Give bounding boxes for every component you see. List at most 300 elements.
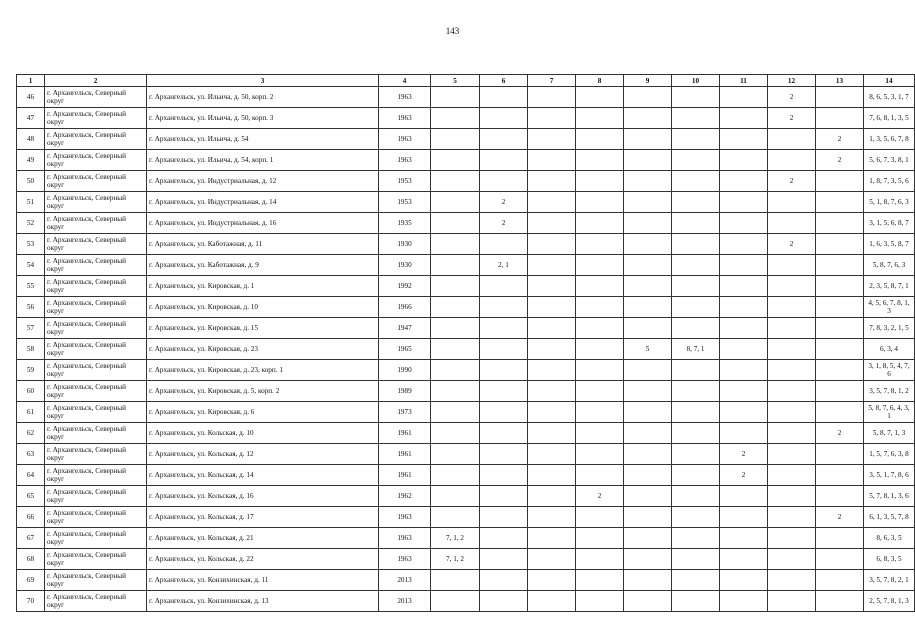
column-5-cell bbox=[431, 297, 480, 318]
address-cell: г. Архангельск, ул. Ильича, д. 50, корп. 2 bbox=[147, 87, 379, 108]
column-7-cell bbox=[528, 444, 576, 465]
year-cell: 1953 bbox=[379, 171, 431, 192]
year-cell: 1989 bbox=[379, 381, 431, 402]
column-10-cell bbox=[672, 444, 720, 465]
page-number: 143 bbox=[445, 26, 460, 36]
column-5-cell bbox=[431, 360, 480, 381]
table-row bbox=[17, 402, 915, 423]
row-number-cell: 67 bbox=[17, 528, 45, 549]
column-11-cell bbox=[720, 276, 768, 297]
year-cell: 1962 bbox=[379, 486, 431, 507]
column-11-cell bbox=[720, 507, 768, 528]
column-6-cell: 2 bbox=[480, 192, 528, 213]
column-12-cell: 2 bbox=[768, 171, 816, 192]
table-row bbox=[17, 465, 915, 486]
column-header-2: 2 bbox=[45, 75, 147, 87]
column-header-1: 1 bbox=[17, 75, 45, 87]
column-9-cell bbox=[624, 570, 672, 591]
column-12-cell: 2 bbox=[768, 234, 816, 255]
column-header-4: 4 bbox=[379, 75, 431, 87]
column-12-cell bbox=[768, 255, 816, 276]
header-row bbox=[17, 75, 915, 87]
table-row bbox=[17, 87, 915, 108]
column-14-cell: 6, 3, 4 bbox=[864, 339, 915, 360]
address-cell: г. Архангельск, ул. Кировская, д. 5, корп. 2 bbox=[147, 381, 379, 402]
column-6-cell bbox=[480, 339, 528, 360]
table-row bbox=[17, 255, 915, 276]
district-cell: г. Архангельск, Северный округ bbox=[45, 255, 147, 276]
column-7-cell bbox=[528, 318, 576, 339]
row-number-cell: 49 bbox=[17, 150, 45, 171]
column-7-cell bbox=[528, 591, 576, 612]
column-9-cell bbox=[624, 171, 672, 192]
column-5-cell bbox=[431, 465, 480, 486]
year-cell: 1963 bbox=[379, 108, 431, 129]
district-cell: г. Архангельск, Северный округ bbox=[45, 360, 147, 381]
address-cell: г. Архангельск, ул. Кольская, д. 17 bbox=[147, 507, 379, 528]
address-cell: г. Архангельск, ул. Кольская, д. 22 bbox=[147, 549, 379, 570]
district-cell: г. Архангельск, Северный округ bbox=[45, 213, 147, 234]
column-14-cell: 5, 6, 7, 3, 8, 1 bbox=[864, 150, 915, 171]
column-10-cell bbox=[672, 87, 720, 108]
column-13-cell bbox=[816, 255, 864, 276]
column-8-cell bbox=[576, 549, 624, 570]
column-13-cell bbox=[816, 591, 864, 612]
column-7-cell bbox=[528, 381, 576, 402]
column-10-cell bbox=[672, 213, 720, 234]
column-14-cell: 2, 3, 5, 8, 7, 1 bbox=[864, 276, 915, 297]
column-10-cell bbox=[672, 108, 720, 129]
column-10-cell bbox=[672, 234, 720, 255]
table-row bbox=[17, 591, 915, 612]
column-12-cell bbox=[768, 150, 816, 171]
column-7-cell bbox=[528, 171, 576, 192]
column-14-cell: 3, 5, 1, 7, 8, 6 bbox=[864, 465, 915, 486]
column-14-cell: 1, 3, 5, 6, 7, 8 bbox=[864, 129, 915, 150]
column-header-12: 12 bbox=[768, 75, 816, 87]
column-9-cell bbox=[624, 255, 672, 276]
row-number-cell: 69 bbox=[17, 570, 45, 591]
row-number-cell: 61 bbox=[17, 402, 45, 423]
column-10-cell bbox=[672, 423, 720, 444]
row-number-cell: 63 bbox=[17, 444, 45, 465]
table-row bbox=[17, 150, 915, 171]
column-5-cell bbox=[431, 255, 480, 276]
year-cell: 1965 bbox=[379, 339, 431, 360]
column-12-cell: 2 bbox=[768, 87, 816, 108]
column-6-cell: 2 bbox=[480, 213, 528, 234]
column-5-cell bbox=[431, 402, 480, 423]
column-9-cell bbox=[624, 318, 672, 339]
column-11-cell bbox=[720, 255, 768, 276]
column-6-cell bbox=[480, 528, 528, 549]
column-6-cell bbox=[480, 318, 528, 339]
column-10-cell bbox=[672, 129, 720, 150]
table-row bbox=[17, 528, 915, 549]
column-header-3: 3 bbox=[147, 75, 379, 87]
district-cell: г. Архангельск, Северный округ bbox=[45, 108, 147, 129]
district-cell: г. Архангельск, Северный округ bbox=[45, 549, 147, 570]
column-12-cell: 2 bbox=[768, 108, 816, 129]
column-10-cell bbox=[672, 192, 720, 213]
address-cell: г. Архангельск, ул. Кировская, д. 23, корп. 1 bbox=[147, 360, 379, 381]
column-11-cell bbox=[720, 171, 768, 192]
column-13-cell bbox=[816, 465, 864, 486]
year-cell: 2013 bbox=[379, 591, 431, 612]
district-cell: г. Архангельск, Северный округ bbox=[45, 507, 147, 528]
column-13-cell bbox=[816, 108, 864, 129]
column-8-cell bbox=[576, 570, 624, 591]
table-row bbox=[17, 444, 915, 465]
table-row bbox=[17, 276, 915, 297]
column-12-cell bbox=[768, 402, 816, 423]
column-7-cell bbox=[528, 234, 576, 255]
column-6-cell bbox=[480, 297, 528, 318]
district-cell: г. Архангельск, Северный округ bbox=[45, 129, 147, 150]
column-14-cell: 1, 5, 7, 6, 3, 8 bbox=[864, 444, 915, 465]
column-header-13: 13 bbox=[816, 75, 864, 87]
column-7-cell bbox=[528, 150, 576, 171]
column-5-cell bbox=[431, 570, 480, 591]
column-13-cell bbox=[816, 87, 864, 108]
column-10-cell bbox=[672, 255, 720, 276]
column-5-cell bbox=[431, 486, 480, 507]
address-cell: г. Архангельск, ул. Ильича, д. 50, корп. 3 bbox=[147, 108, 379, 129]
column-6-cell bbox=[480, 108, 528, 129]
table-row bbox=[17, 486, 915, 507]
column-14-cell: 1, 6, 3, 5, 8, 7 bbox=[864, 234, 915, 255]
district-cell: г. Архангельск, Северный округ bbox=[45, 276, 147, 297]
table-row bbox=[17, 213, 915, 234]
address-cell: г. Архангельск, ул. Кольская, д. 21 bbox=[147, 528, 379, 549]
column-7-cell bbox=[528, 570, 576, 591]
column-13-cell bbox=[816, 318, 864, 339]
row-number-cell: 68 bbox=[17, 549, 45, 570]
column-13-cell bbox=[816, 360, 864, 381]
column-12-cell bbox=[768, 381, 816, 402]
row-number-cell: 65 bbox=[17, 486, 45, 507]
column-13-cell bbox=[816, 276, 864, 297]
column-12-cell bbox=[768, 465, 816, 486]
column-6-cell bbox=[480, 234, 528, 255]
table-row bbox=[17, 171, 915, 192]
column-7-cell bbox=[528, 339, 576, 360]
column-12-cell bbox=[768, 486, 816, 507]
column-13-cell bbox=[816, 297, 864, 318]
column-10-cell bbox=[672, 486, 720, 507]
column-14-cell: 5, 8, 7, 6, 4, 3, 1 bbox=[864, 402, 915, 423]
column-5-cell bbox=[431, 444, 480, 465]
column-7-cell bbox=[528, 465, 576, 486]
column-8-cell bbox=[576, 171, 624, 192]
column-11-cell bbox=[720, 570, 768, 591]
address-cell: г. Архангельск, ул. Кировская, д. 10 bbox=[147, 297, 379, 318]
table-row bbox=[17, 507, 915, 528]
column-13-cell bbox=[816, 192, 864, 213]
column-7-cell bbox=[528, 360, 576, 381]
column-14-cell: 5, 1, 8, 7, 6, 3 bbox=[864, 192, 915, 213]
column-14-cell: 4, 5, 6, 7, 8, 1, 3 bbox=[864, 297, 915, 318]
column-5-cell bbox=[431, 591, 480, 612]
row-number-cell: 46 bbox=[17, 87, 45, 108]
column-9-cell bbox=[624, 423, 672, 444]
table-row bbox=[17, 108, 915, 129]
column-9-cell bbox=[624, 444, 672, 465]
district-cell: г. Архангельск, Северный округ bbox=[45, 528, 147, 549]
column-12-cell bbox=[768, 570, 816, 591]
column-6-cell bbox=[480, 276, 528, 297]
column-8-cell bbox=[576, 423, 624, 444]
column-7-cell bbox=[528, 297, 576, 318]
column-12-cell bbox=[768, 297, 816, 318]
column-6-cell bbox=[480, 171, 528, 192]
column-5-cell bbox=[431, 423, 480, 444]
row-number-cell: 57 bbox=[17, 318, 45, 339]
column-6-cell bbox=[480, 129, 528, 150]
column-5-cell bbox=[431, 381, 480, 402]
column-6-cell bbox=[480, 402, 528, 423]
row-number-cell: 62 bbox=[17, 423, 45, 444]
column-7-cell bbox=[528, 486, 576, 507]
column-5-cell bbox=[431, 339, 480, 360]
column-11-cell: 2 bbox=[720, 444, 768, 465]
column-5-cell bbox=[431, 87, 480, 108]
column-9-cell: 5 bbox=[624, 339, 672, 360]
column-14-cell: 1, 8, 7, 3, 5, 6 bbox=[864, 171, 915, 192]
column-6-cell bbox=[480, 465, 528, 486]
column-13-cell bbox=[816, 381, 864, 402]
table-row bbox=[17, 381, 915, 402]
column-11-cell bbox=[720, 87, 768, 108]
column-13-cell bbox=[816, 570, 864, 591]
column-9-cell bbox=[624, 402, 672, 423]
column-14-cell: 3, 1, 8, 5, 4, 7, 6 bbox=[864, 360, 915, 381]
column-12-cell bbox=[768, 444, 816, 465]
column-7-cell bbox=[528, 192, 576, 213]
district-cell: г. Архангельск, Северный округ bbox=[45, 486, 147, 507]
table-row bbox=[17, 339, 915, 360]
column-6-cell bbox=[480, 150, 528, 171]
year-cell: 1966 bbox=[379, 297, 431, 318]
column-13-cell: 2 bbox=[816, 129, 864, 150]
district-cell: г. Архангельск, Северный округ bbox=[45, 591, 147, 612]
column-12-cell bbox=[768, 360, 816, 381]
column-9-cell bbox=[624, 192, 672, 213]
column-14-cell: 5, 7, 8, 1, 3, 6 bbox=[864, 486, 915, 507]
column-header-7: 7 bbox=[528, 75, 576, 87]
column-8-cell bbox=[576, 465, 624, 486]
column-14-cell: 3, 5, 7, 8, 1, 2 bbox=[864, 381, 915, 402]
column-7-cell bbox=[528, 87, 576, 108]
row-number-cell: 50 bbox=[17, 171, 45, 192]
column-8-cell bbox=[576, 192, 624, 213]
column-6-cell bbox=[480, 507, 528, 528]
year-cell: 1930 bbox=[379, 234, 431, 255]
column-11-cell bbox=[720, 339, 768, 360]
district-cell: г. Архангельск, Северный округ bbox=[45, 423, 147, 444]
table-row bbox=[17, 192, 915, 213]
column-7-cell bbox=[528, 507, 576, 528]
column-header-6: 6 bbox=[480, 75, 528, 87]
column-13-cell bbox=[816, 234, 864, 255]
column-10-cell bbox=[672, 465, 720, 486]
column-14-cell: 6, 1, 3, 5, 7, 8 bbox=[864, 507, 915, 528]
column-8-cell bbox=[576, 591, 624, 612]
column-9-cell bbox=[624, 360, 672, 381]
column-5-cell bbox=[431, 171, 480, 192]
table-row bbox=[17, 360, 915, 381]
column-5-cell bbox=[431, 276, 480, 297]
column-8-cell bbox=[576, 108, 624, 129]
column-6-cell bbox=[480, 486, 528, 507]
column-12-cell bbox=[768, 507, 816, 528]
column-8-cell bbox=[576, 339, 624, 360]
column-13-cell bbox=[816, 528, 864, 549]
column-11-cell bbox=[720, 402, 768, 423]
address-cell: г. Архангельск, ул. Кольская, д. 10 bbox=[147, 423, 379, 444]
column-14-cell: 5, 8, 7, 1, 3 bbox=[864, 423, 915, 444]
address-cell: г. Архангельск, ул. Кировская, д. 6 bbox=[147, 402, 379, 423]
row-number-cell: 56 bbox=[17, 297, 45, 318]
column-8-cell bbox=[576, 276, 624, 297]
address-cell: г. Архангельск, ул. Каботажная, д. 9 bbox=[147, 255, 379, 276]
column-10-cell bbox=[672, 507, 720, 528]
column-9-cell bbox=[624, 129, 672, 150]
column-9-cell bbox=[624, 150, 672, 171]
column-8-cell bbox=[576, 255, 624, 276]
column-8-cell bbox=[576, 318, 624, 339]
column-7-cell bbox=[528, 255, 576, 276]
table-row bbox=[17, 297, 915, 318]
column-5-cell bbox=[431, 150, 480, 171]
row-number-cell: 59 bbox=[17, 360, 45, 381]
address-cell: г. Архангельск, ул. Кольская, д. 14 bbox=[147, 465, 379, 486]
column-10-cell bbox=[672, 150, 720, 171]
column-6-cell bbox=[480, 570, 528, 591]
column-10-cell bbox=[672, 360, 720, 381]
table-row bbox=[17, 423, 915, 444]
column-6-cell bbox=[480, 444, 528, 465]
column-14-cell: 3, 1, 5, 6, 8, 7 bbox=[864, 213, 915, 234]
column-5-cell bbox=[431, 507, 480, 528]
column-5-cell bbox=[431, 192, 480, 213]
column-10-cell bbox=[672, 402, 720, 423]
column-5-cell bbox=[431, 318, 480, 339]
address-cell: г. Архангельск, ул. Ильича, д. 54 bbox=[147, 129, 379, 150]
district-cell: г. Архангельск, Северный округ bbox=[45, 381, 147, 402]
column-11-cell bbox=[720, 528, 768, 549]
column-13-cell: 2 bbox=[816, 150, 864, 171]
district-cell: г. Архангельск, Северный округ bbox=[45, 171, 147, 192]
year-cell: 1947 bbox=[379, 318, 431, 339]
column-11-cell bbox=[720, 423, 768, 444]
column-7-cell bbox=[528, 213, 576, 234]
column-10-cell bbox=[672, 570, 720, 591]
district-cell: г. Архангельск, Северный округ bbox=[45, 570, 147, 591]
column-12-cell bbox=[768, 549, 816, 570]
column-11-cell bbox=[720, 234, 768, 255]
column-6-cell bbox=[480, 381, 528, 402]
row-number-cell: 47 bbox=[17, 108, 45, 129]
table-row bbox=[17, 570, 915, 591]
column-11-cell bbox=[720, 150, 768, 171]
column-8-cell bbox=[576, 234, 624, 255]
column-5-cell bbox=[431, 234, 480, 255]
column-10-cell bbox=[672, 276, 720, 297]
column-14-cell: 7, 6, 8, 1, 3, 5 bbox=[864, 108, 915, 129]
column-5-cell: 7, 1, 2 bbox=[431, 549, 480, 570]
district-cell: г. Архангельск, Северный округ bbox=[45, 234, 147, 255]
column-12-cell bbox=[768, 276, 816, 297]
year-cell: 1990 bbox=[379, 360, 431, 381]
column-13-cell bbox=[816, 486, 864, 507]
column-9-cell bbox=[624, 381, 672, 402]
table-row bbox=[17, 234, 915, 255]
column-8-cell bbox=[576, 507, 624, 528]
column-9-cell bbox=[624, 591, 672, 612]
column-9-cell bbox=[624, 234, 672, 255]
column-8-cell bbox=[576, 150, 624, 171]
column-5-cell bbox=[431, 129, 480, 150]
column-13-cell bbox=[816, 339, 864, 360]
column-13-cell: 2 bbox=[816, 423, 864, 444]
column-9-cell bbox=[624, 276, 672, 297]
column-header-10: 10 bbox=[672, 75, 720, 87]
column-5-cell bbox=[431, 213, 480, 234]
column-12-cell bbox=[768, 339, 816, 360]
column-7-cell bbox=[528, 108, 576, 129]
column-6-cell bbox=[480, 87, 528, 108]
address-cell: г. Архангельск, ул. Индустриальная, д. 16 bbox=[147, 213, 379, 234]
column-7-cell bbox=[528, 402, 576, 423]
column-8-cell bbox=[576, 297, 624, 318]
column-header-9: 9 bbox=[624, 75, 672, 87]
row-number-cell: 51 bbox=[17, 192, 45, 213]
address-cell: г. Архангельск, ул. Индустриальная, д. 12 bbox=[147, 171, 379, 192]
column-14-cell: 5, 8, 7, 6, 3 bbox=[864, 255, 915, 276]
address-cell: г. Архангельск, ул. Конзихинская, д. 11 bbox=[147, 570, 379, 591]
address-cell: г. Архангельск, ул. Кировская, д. 1 bbox=[147, 276, 379, 297]
address-cell: г. Архангельск, ул. Кировская, д. 15 bbox=[147, 318, 379, 339]
column-8-cell bbox=[576, 444, 624, 465]
district-cell: г. Архангельск, Северный округ bbox=[45, 318, 147, 339]
year-cell: 1963 bbox=[379, 87, 431, 108]
column-11-cell bbox=[720, 360, 768, 381]
year-cell: 1963 bbox=[379, 549, 431, 570]
table-header bbox=[17, 75, 915, 87]
row-number-cell: 58 bbox=[17, 339, 45, 360]
column-6-cell bbox=[480, 549, 528, 570]
row-number-cell: 48 bbox=[17, 129, 45, 150]
year-cell: 1930 bbox=[379, 255, 431, 276]
column-10-cell bbox=[672, 549, 720, 570]
year-cell: 1992 bbox=[379, 276, 431, 297]
column-13-cell bbox=[816, 549, 864, 570]
district-cell: г. Архангельск, Северный округ bbox=[45, 192, 147, 213]
column-11-cell bbox=[720, 213, 768, 234]
column-6-cell: 2, 1 bbox=[480, 255, 528, 276]
column-7-cell bbox=[528, 129, 576, 150]
year-cell: 1963 bbox=[379, 528, 431, 549]
year-cell: 1963 bbox=[379, 150, 431, 171]
district-cell: г. Архангельск, Северный округ bbox=[45, 444, 147, 465]
column-7-cell bbox=[528, 276, 576, 297]
year-cell: 2013 bbox=[379, 570, 431, 591]
column-10-cell bbox=[672, 381, 720, 402]
housing-register-table bbox=[16, 74, 915, 612]
column-14-cell: 8, 6, 3, 5 bbox=[864, 528, 915, 549]
row-number-cell: 60 bbox=[17, 381, 45, 402]
